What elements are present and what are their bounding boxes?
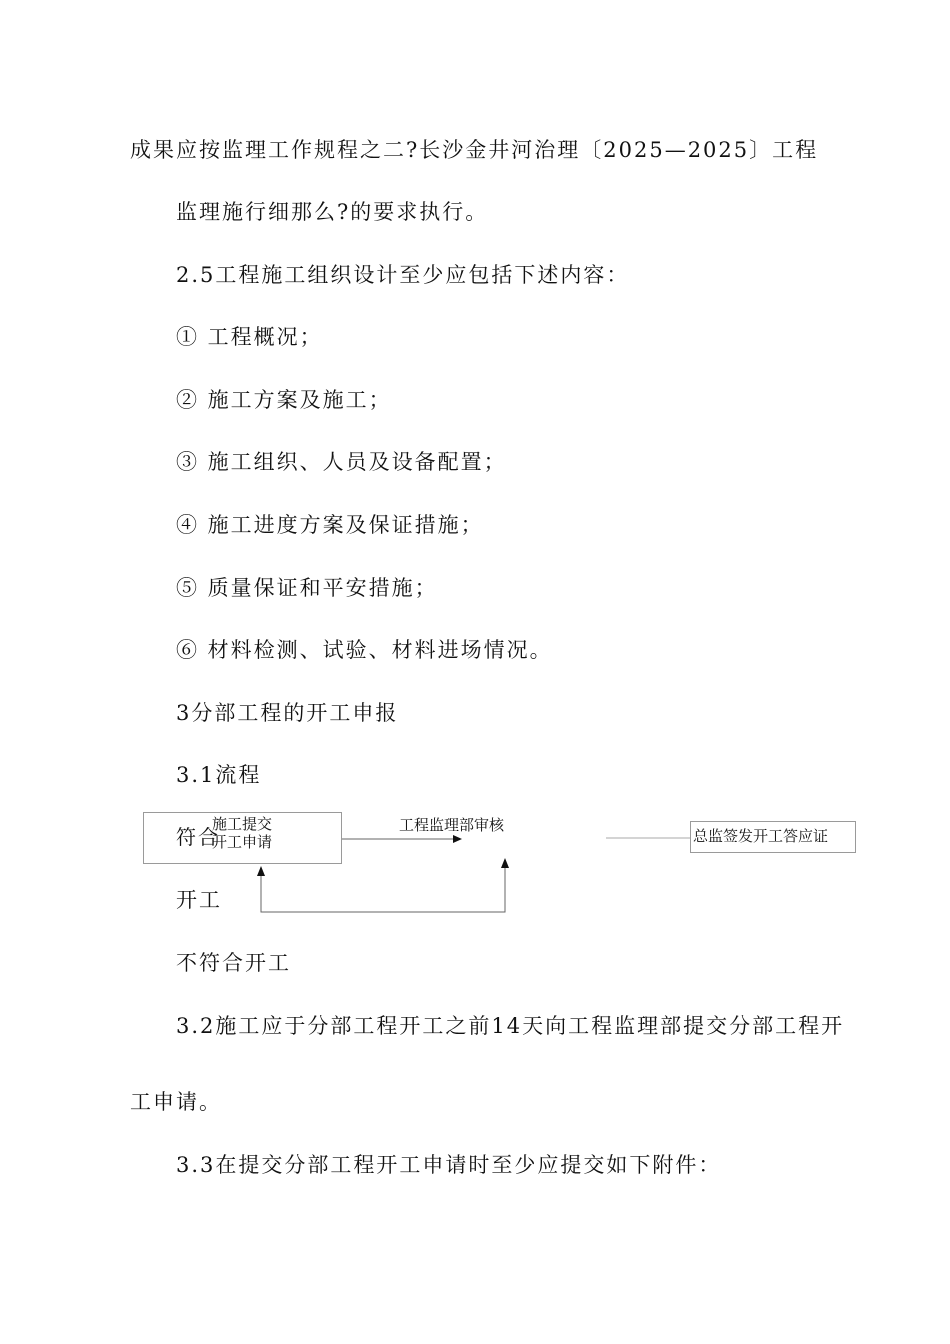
paragraph-line-2: 监理施行细那么?的要求执行。 <box>176 200 489 224</box>
flow-box-submit-line2: 开工申请 <box>212 833 273 851</box>
arrow-head-loop-left <box>257 866 265 876</box>
arrow-head-loop-right <box>501 858 509 868</box>
arrow-head-review <box>453 835 462 843</box>
flow-box-submit-line1: 施工提交 <box>212 815 273 833</box>
section-3-1-heading: 3.1流程 <box>176 763 262 787</box>
section-3-3-heading: 3.3在提交分部工程开工申请时至少应提交如下附件： <box>176 1153 722 1177</box>
flow-label-start: 开工 <box>176 888 222 912</box>
flow-box-issue-permit-label: 总监签发开工答应证 <box>693 827 829 845</box>
list-item: ⑥ 材料检测、试验、材料进场情况。 <box>176 638 553 662</box>
list-item: ③ 施工组织、人员及设备配置； <box>176 450 507 474</box>
flow-label-compliant: 符合 <box>176 825 220 849</box>
paragraph-line-1: 成果应按监理工作规程之二?长沙金井河治理〔2025—2025〕工程 <box>130 138 819 162</box>
list-item: ④ 施工进度方案及保证措施； <box>176 513 484 537</box>
section-3-heading: 3分部工程的开工申报 <box>176 701 399 725</box>
section-3-2-line2: 工申请。 <box>130 1090 222 1114</box>
list-item: ① 工程概况； <box>176 325 323 349</box>
flow-label-review: 工程监理部审核 <box>399 816 505 834</box>
flow-label-noncompliant: 不符合开工 <box>176 951 291 975</box>
section-3-2-line1: 3.2施工应于分部工程开工之前14天向工程监理部提交分部工程开 <box>176 1014 845 1038</box>
list-item: ⑤ 质量保证和平安措施； <box>176 576 438 600</box>
section-2-5-heading: 2.5工程施工组织设计至少应包括下述内容： <box>176 263 630 287</box>
feedback-loop <box>261 868 505 912</box>
list-item: ② 施工方案及施工； <box>176 388 392 412</box>
